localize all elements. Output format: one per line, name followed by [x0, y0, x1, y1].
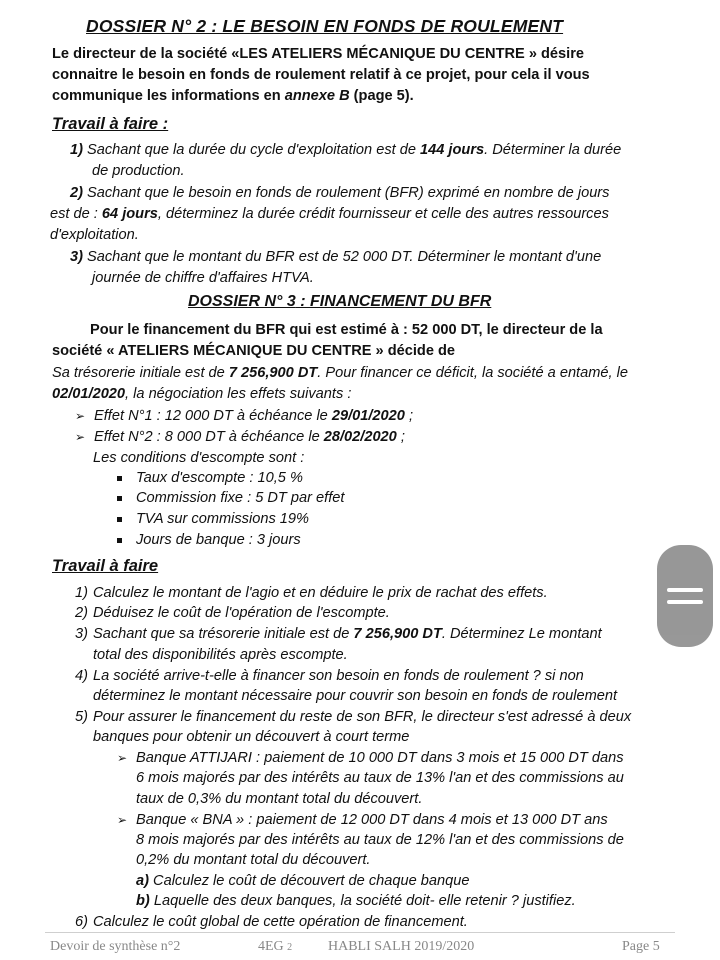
square-bullet-icon — [117, 476, 122, 481]
bank-bna-line3: 0,2% du montant total du découvert. — [136, 852, 371, 868]
square-bullet-icon — [117, 538, 122, 543]
question-number: 2) — [70, 185, 83, 201]
task-5-line2: banques pour obtenir un découvert à court terme — [93, 729, 410, 745]
task-4-line2: déterminez le montant nécessaire pour couvrir son besoin en fonds de roulement — [93, 688, 618, 704]
bank-attijari-line2: 6 mois majorés par des intérêts au taux de 13% l'an et des commissions au — [136, 770, 624, 786]
task-3-number: 3) — [75, 626, 88, 642]
bank-attijari-line1: Banque ATTIJARI : paiement de 10 000 DT dans 3 mois et 15 000 DT dans — [136, 750, 624, 766]
task-2-number: 2) — [75, 605, 88, 621]
question-3-line2: journée de chiffre d'affaires HTVA. — [92, 270, 314, 286]
square-bullet-icon — [117, 517, 122, 522]
task-text: . Déterminez Le montant — [441, 626, 602, 642]
question-number: 3) — [70, 249, 83, 265]
treso-text: . Pour financer ce déficit, la société a entamé, le — [317, 365, 628, 381]
arrow-bullet-icon: ➢ — [75, 430, 86, 444]
bank-attijari-line3: taux de 0,3% du montant total du découvert. — [136, 791, 423, 807]
sub-question-b — [136, 891, 576, 911]
footer-class-sub: 2 — [287, 942, 293, 953]
effet-text: Effet N°2 : 8 000 DT à échéance le — [94, 429, 324, 445]
sub-text: Laquelle des deux banques, la société doit- elle retenir ? justifiez. — [149, 893, 576, 909]
annexe-ref: annexe B — [284, 88, 350, 104]
effet-date: 28/02/2020 — [323, 429, 397, 445]
arrow-bullet-icon: ➢ — [117, 751, 128, 765]
handle-grip-icon — [667, 600, 703, 604]
bank-bna-line2: 8 mois majorés par des intérêts au taux de 12% l'an et des commissions de — [136, 832, 624, 848]
task-6: Calculez le coût global de cette opération de financement. — [93, 914, 468, 930]
effet-text: Effet N°1 : 12 000 DT à échéance le — [94, 408, 332, 424]
q-text: , déterminez la durée crédit fournisseur et celle des autres ressources — [157, 206, 609, 222]
effet-2 — [94, 427, 405, 447]
task-4-number: 4) — [75, 668, 88, 684]
q-text: Sachant que la durée du cycle d'exploitation est de — [82, 142, 421, 158]
intro-text: communique les informations en — [52, 88, 285, 104]
intro-page-ref: (page 5). — [349, 88, 414, 104]
dossier2-title: DOSSIER N° 2 : LE BESOIN EN FONDS DE ROULEMENT — [86, 16, 564, 36]
task-3-line2: total des disponibilités après escompte. — [93, 647, 348, 663]
task-amount: 7 256,900 DT — [353, 626, 442, 642]
q-text: Sachant que le besoin en fonds de roulement (BFR) exprimé en nombre de jours — [82, 185, 610, 201]
task-2: Déduisez le coût de l'opération de l'escompte. — [93, 605, 390, 621]
handle-grip-icon — [667, 588, 703, 592]
dossier2-intro-line1: Le directeur de la société «LES ATELIERS MÉCANIQUE DU CENTRE » désire — [52, 46, 584, 62]
effet-end: ; — [404, 408, 414, 424]
arrow-bullet-icon: ➢ — [75, 409, 86, 423]
travail-title-2: Travail à faire — [52, 557, 159, 575]
sub-text: Calculez le coût de découvert de chaque banque — [148, 873, 470, 889]
effet-date: 29/01/2020 — [331, 408, 405, 424]
footer-class — [258, 936, 292, 958]
footer-page-number: Page 5 — [622, 939, 660, 954]
date-line — [52, 384, 351, 404]
task-text: Sachant que sa trésorerie initiale est de — [93, 626, 354, 642]
dossier2-intro-line2: connaitre le besoin en fonds de roulement relatif à ce projet, pour cela il vous — [52, 67, 590, 83]
question-3-line1 — [70, 247, 601, 267]
task-5-line1: Pour assurer le financement du reste de son BFR, le directeur s'est adressé à deux — [93, 709, 632, 725]
q-bold: 64 jours — [101, 206, 158, 222]
dossier3-intro-line1: Pour le financement du BFR qui est estimé à : 52 000 DT, le directeur de la — [90, 322, 603, 338]
q-bold: 144 jours — [420, 142, 485, 158]
q-text: . Déterminer la durée — [484, 142, 622, 158]
date-value: 02/01/2020 — [52, 386, 126, 402]
q-text: Sachant que le montant du BFR est de 52 000 DT. Déterminer le montant d'une — [82, 249, 602, 265]
effet-1 — [94, 406, 413, 426]
footer-divider — [45, 932, 675, 933]
footer-exam-title: Devoir de synthèse n°2 — [50, 939, 181, 954]
condition-item: Commission fixe : 5 DT par effet — [136, 490, 345, 506]
condition-item: TVA sur commissions 19% — [136, 511, 310, 527]
effet-end: ; — [396, 429, 405, 445]
q-text: est de : — [50, 206, 102, 222]
question-number: 1) — [70, 142, 83, 158]
footer-class-main: 4EG — [258, 939, 284, 954]
task-4-line1: La société arrive-t-elle à financer son besoin en fonds de roulement ? si non — [93, 668, 584, 684]
treso-amount: 7 256,900 DT — [228, 365, 318, 381]
task-5-number: 5) — [75, 709, 88, 725]
sub-question-a — [136, 871, 469, 891]
sub-label: b) — [136, 893, 150, 909]
task-3-line1 — [93, 624, 602, 644]
question-2-line3: d'exploitation. — [50, 227, 139, 243]
task-6-number: 6) — [75, 914, 88, 930]
dossier3-title — [188, 292, 491, 312]
dossier2-intro-line3 — [52, 86, 414, 106]
task-1-number: 1) — [75, 585, 88, 601]
dossier3-title-a: DOSSIER N° 3 — [188, 293, 296, 310]
arrow-bullet-icon: ➢ — [117, 813, 128, 827]
scroll-handle[interactable] — [657, 545, 713, 647]
treso-line — [52, 363, 628, 383]
footer-author: HABLI SALH 2019/2020 — [328, 939, 475, 954]
bank-bna-line1: Banque « BNA » : paiement de 12 000 DT dans 4 mois et 13 000 DT ans — [136, 812, 608, 828]
question-1-line2: de production. — [92, 163, 185, 179]
question-1-line1 — [70, 140, 621, 160]
sub-label: a) — [136, 873, 149, 889]
date-text: , la négociation les effets suivants : — [125, 386, 352, 402]
question-2-line2 — [50, 204, 609, 224]
conditions-heading: Les conditions d'escompte sont : — [93, 450, 305, 466]
treso-text: Sa trésorerie initiale est de — [52, 365, 229, 381]
task-1: Calculez le montant de l'agio et en déduire le prix de rachat des effets. — [93, 585, 548, 601]
question-2-line1 — [70, 183, 609, 203]
condition-item: Jours de banque : 3 jours — [136, 532, 301, 548]
square-bullet-icon — [117, 496, 122, 501]
dossier3-intro-line2: société « ATELIERS MÉCANIQUE DU CENTRE » décide de — [52, 343, 456, 359]
condition-item: Taux d'escompte : 10,5 % — [136, 470, 303, 486]
dossier3-title-b: : FINANCEMENT DU BFR — [295, 293, 492, 310]
travail-title-1: Travail à faire : — [52, 115, 169, 133]
